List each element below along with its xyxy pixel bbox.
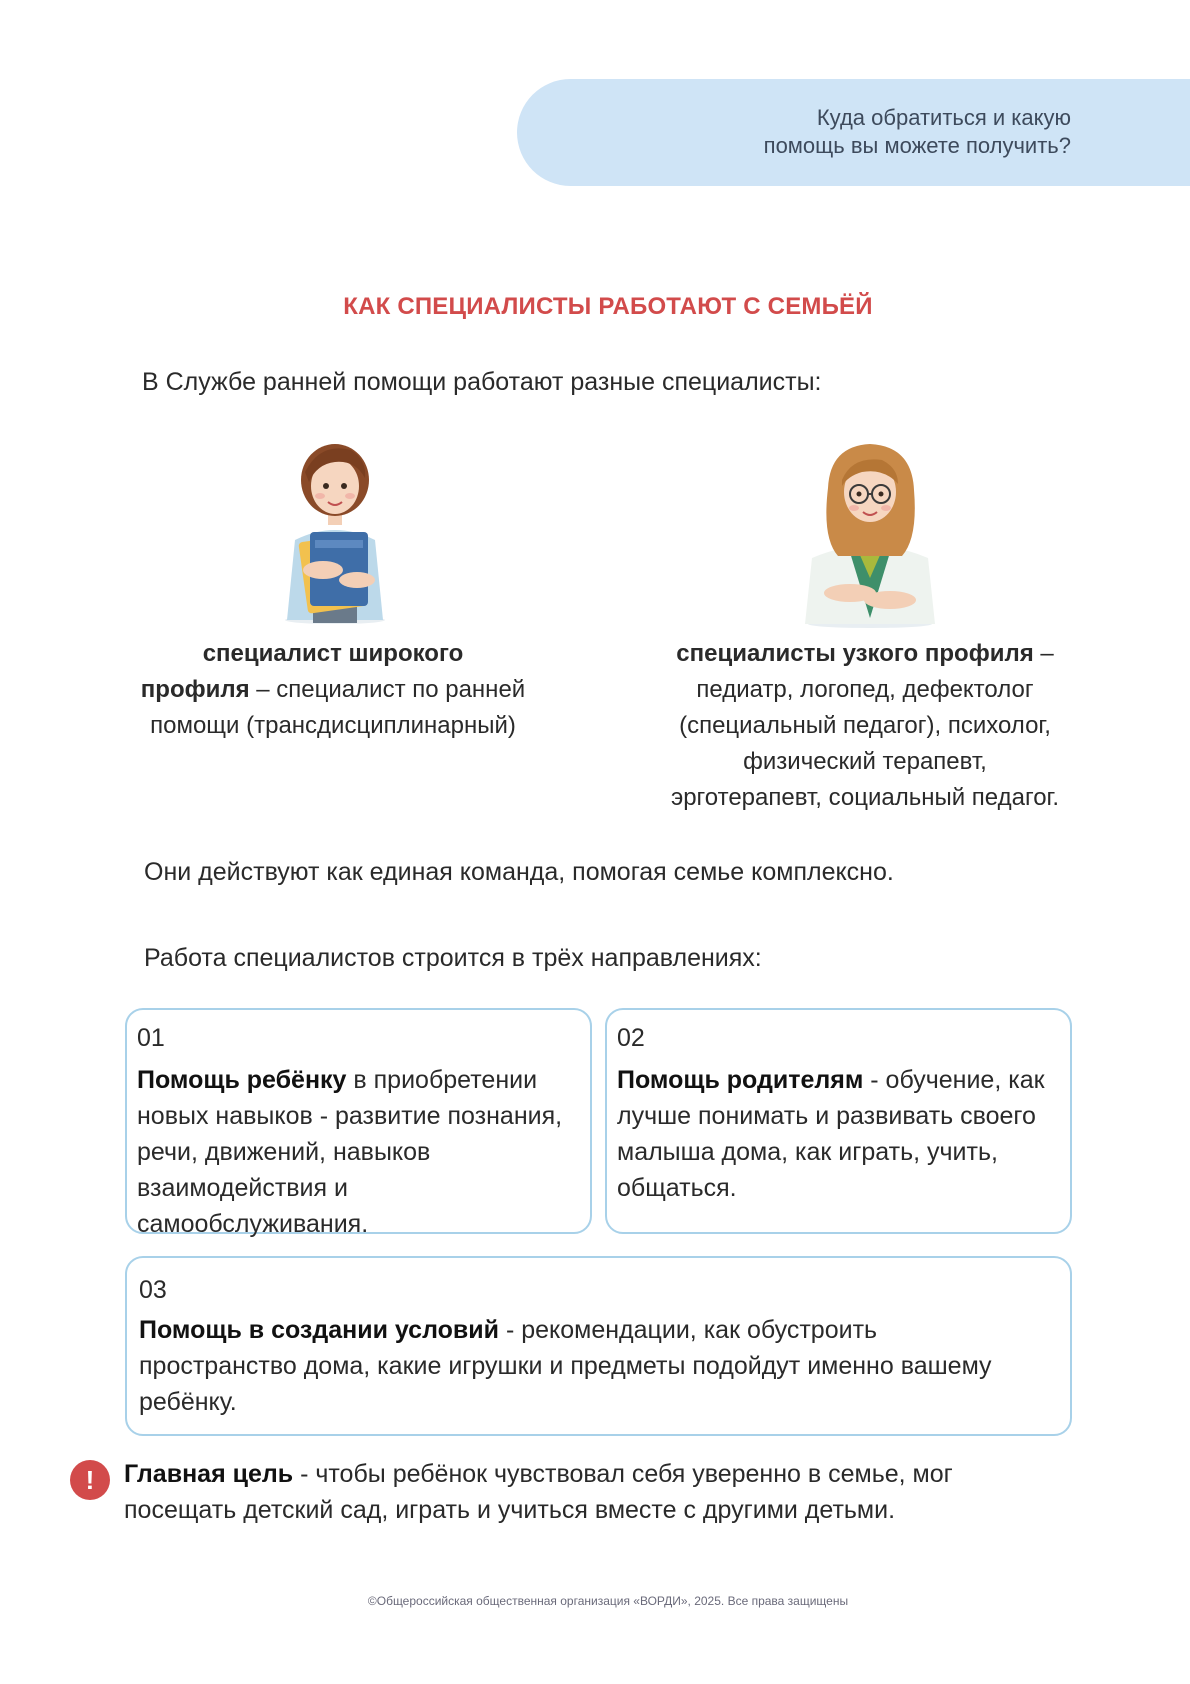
card-line3: малыша дома, как играть, учить, (617, 1138, 998, 1166)
card-body (617, 1062, 1062, 1206)
generalist-desc-line3: помощи (трансдисциплинарный) (150, 712, 516, 739)
intro-text: В Службе ранней помощи работают разные специалисты: (142, 368, 822, 396)
card-line2: новых навыков - развитие познания, (137, 1102, 563, 1130)
card-body (137, 1062, 582, 1242)
card-number: 01 (137, 1024, 165, 1052)
generalist-specialist-illustration (265, 420, 405, 625)
generalist-title-line2: профиля (140, 676, 250, 703)
card-line1: в приобретении (346, 1066, 538, 1094)
main-goal (124, 1456, 1024, 1528)
card-line2: пространство дома, какие игрушки и предметы подойдут именно вашему (139, 1352, 992, 1380)
card-number: 03 (139, 1276, 167, 1304)
direction-card-2 (605, 1008, 1072, 1234)
card-heading: Помощь родителям (617, 1066, 864, 1094)
card-line3: речи, движений, навыков (137, 1138, 431, 1166)
card-line2: лучше понимать и развивать своего (617, 1102, 1036, 1130)
header-title (651, 104, 1071, 160)
narrow-line2: педиатр, логопед, дефектолог (696, 676, 1034, 703)
page-title: КАК СПЕЦИАЛИСТЫ РАБОТАЮТ С СЕМЬЁЙ (343, 293, 873, 320)
card-line1: - обучение, как (863, 1066, 1045, 1094)
card-line4: взаимодействия и самообслуживания. (137, 1174, 369, 1238)
header-line-1: Куда обратиться и какую (816, 105, 1071, 130)
goal-heading: Главная цель (124, 1460, 294, 1488)
direction-card-1 (125, 1008, 592, 1238)
header-line-2: помощь вы можете получить? (763, 133, 1071, 158)
copyright-footer: ©Общероссийская общественная организация «ВОРДИ», 2025. Все права защищены (367, 1594, 849, 1608)
narrow-line5: эрготерапевт, социальный педагог. (670, 784, 1060, 811)
card-heading: Помощь ребёнку (137, 1066, 347, 1094)
team-text: Они действуют как единая команда, помогая семье комплексно. (144, 858, 894, 886)
narrow-line4: физический терапевт, (743, 748, 987, 775)
card-heading: Помощь в создании условий (139, 1316, 500, 1344)
direction-card-3 (125, 1256, 1072, 1436)
card-body (139, 1312, 1062, 1420)
exclamation-icon: ! (70, 1460, 110, 1500)
card-line3: ребёнку. (139, 1388, 237, 1416)
generalist-desc-line2: – специалист по ранней (249, 676, 526, 703)
card-line4: общаться. (617, 1174, 737, 1202)
card-number: 02 (617, 1024, 645, 1052)
narrow-specialist-illustration (790, 428, 950, 628)
narrow-line3: (специальный педагог), психолог, (679, 712, 1051, 739)
narrow-specialists-description (650, 636, 1080, 816)
card-line1: - рекомендации, как обустроить (499, 1316, 878, 1344)
directions-text: Работа специалистов строится в трёх направлениях: (144, 944, 762, 972)
generalist-title-line1: специалист широкого (202, 640, 464, 667)
narrow-title: специалисты узкого профиля (676, 640, 1034, 667)
goal-line1: - чтобы ребёнок чувствовал себя уверенно в семье, мог (293, 1460, 953, 1488)
generalist-specialist-description (118, 636, 548, 744)
narrow-dash: – (1033, 640, 1054, 667)
goal-line2: посещать детский сад, играть и учиться вместе с другими детьми. (124, 1496, 896, 1524)
